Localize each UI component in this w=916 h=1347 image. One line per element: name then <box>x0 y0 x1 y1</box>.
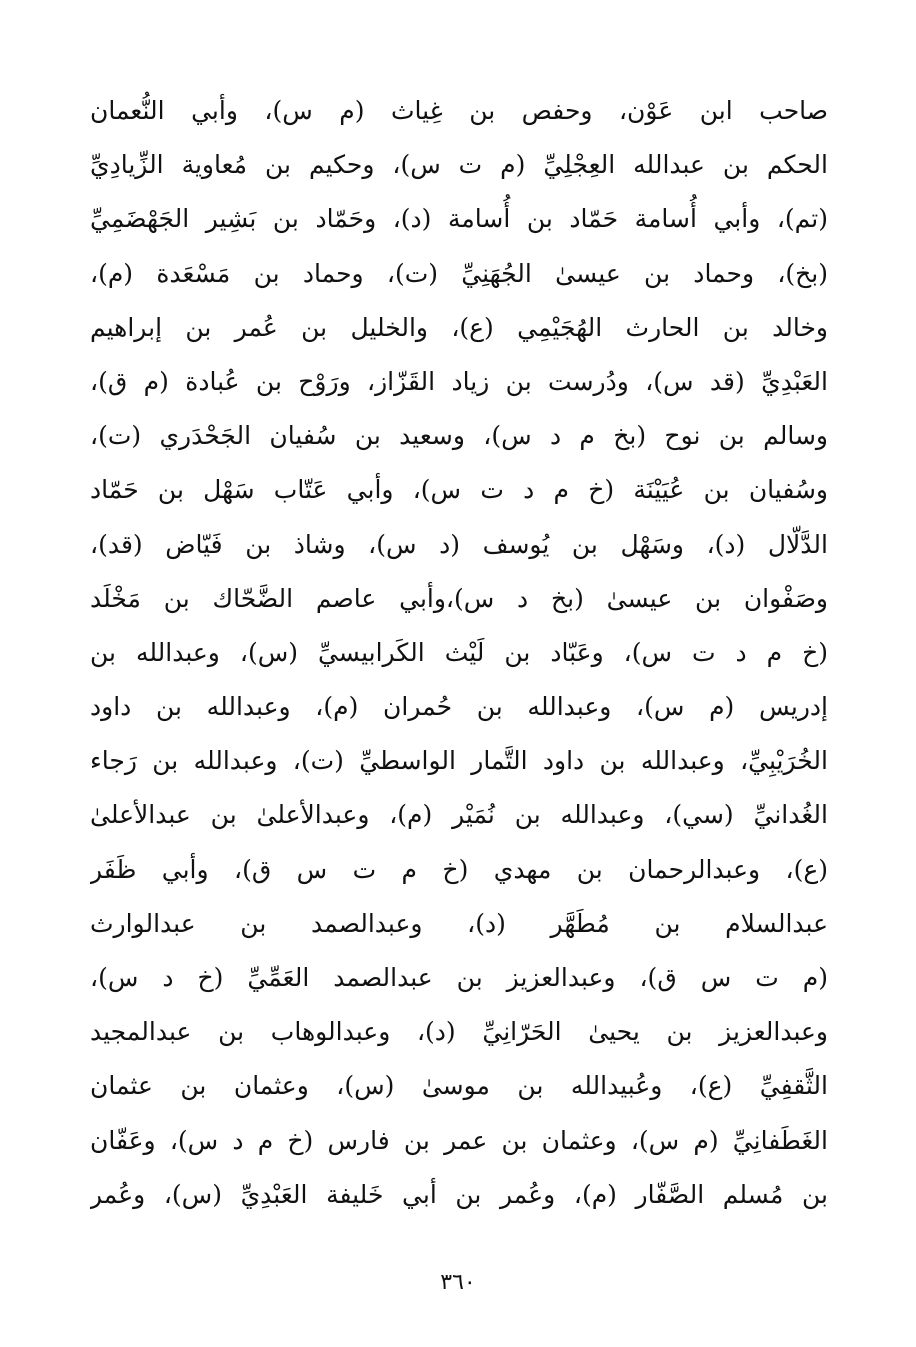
text-line: وسالم بن نوح (بخ م د س)، وسعيد بن سُفيان الجَحْدَري (ت)، <box>90 421 828 451</box>
text-line: (بخ)، وحماد بن عيسىٰ الجُهَنِيِّ (ت)، وحماد بن مَسْعَدة (م)، <box>90 258 828 288</box>
text-line: الدَّلّال (د)، وسَهْل بن يُوسف (د س)، وشاذ بن فَيّاض (قد)، <box>90 529 828 559</box>
text-line: الغُدانيِّ (سي)، وعبدالله بن نُمَيْر (م)، وعبدالأعلىٰ بن عبدالأعلىٰ <box>90 800 828 830</box>
text-line: إدريس (م س)، وعبدالله بن حُمران (م)، وعبدالله بن داود <box>90 692 828 722</box>
text-line: العَبْدِيِّ (قد س)، ودُرست بن زياد القَزّاز، ورَوْح بن عُبادة (م ق)، <box>90 366 828 396</box>
text-line: (ع)، وعبدالرحمان بن مهدي (خ م ت س ق)، وأبي ظَفَر <box>90 854 828 884</box>
text-line: (خ م د ت س)، وعَبّاد بن لَيْث الكَرابيسيِّ (س)، وعبدالله بن <box>90 637 828 667</box>
text-line: بن مُسلم الصَّفّار (م)، وعُمر بن أبي خَليفة العَبْدِيِّ (س)، وعُمر <box>90 1179 828 1209</box>
text-line: (تم)، وأبي أُسامة حَمّاد بن أُسامة (د)، وحَمّاد بن بَشِير الجَهْضَمِيِّ <box>90 204 828 234</box>
body-text <box>90 84 828 1222</box>
page-number: ٣٦٠ <box>440 1270 476 1295</box>
text-line: صاحب ابن عَوْن، وحفص بن غِياث (م س)، وأبي النُّعمان <box>90 96 828 125</box>
text-line: عبدالسلام بن مُطَهَّر (د)، وعبدالصمد بن عبدالوارث <box>90 908 828 938</box>
text-line: الحكم بن عبدالله العِجْلِيِّ (م ت س)، وحكيم بن مُعاوية الزِّيادِيِّ <box>90 150 828 180</box>
text-line: الثَّقفِيِّ (ع)، وعُبيدالله بن موسىٰ (س)، وعثمان بن عثمان <box>90 1071 828 1101</box>
text-line: (م ت س ق)، وعبدالعزيز بن عبدالصمد العَمِّيِّ (خ د س)، <box>90 963 828 992</box>
text-line: الغَطَفانِيِّ (م س)، وعثمان بن عمر بن فارس (خ م د س)، وعَفّان <box>90 1125 828 1155</box>
text-line: وسُفيان بن عُيَيْنَة (خ م د ت س)، وأبي عَتّاب سَهْل بن حَمّاد <box>90 475 828 505</box>
text-line: وعبدالعزيز بن يحيىٰ الحَرّانِيِّ (د)، وعبدالوهاب بن عبدالمجيد <box>90 1017 828 1047</box>
text-line: وصَفْوان بن عيسىٰ (بخ د س)،وأبي عاصم الضَّحّاك بن مَخْلَد <box>90 583 828 613</box>
text-line: الخُرَيْبِيِّ، وعبدالله بن داود التَّمار الواسطيِّ (ت)، وعبدالله بن رَجاء <box>90 746 828 776</box>
text-line: وخالد بن الحارث الهُجَيْمِي (ع)، والخليل بن عُمر بن إبراهيم <box>90 312 828 342</box>
